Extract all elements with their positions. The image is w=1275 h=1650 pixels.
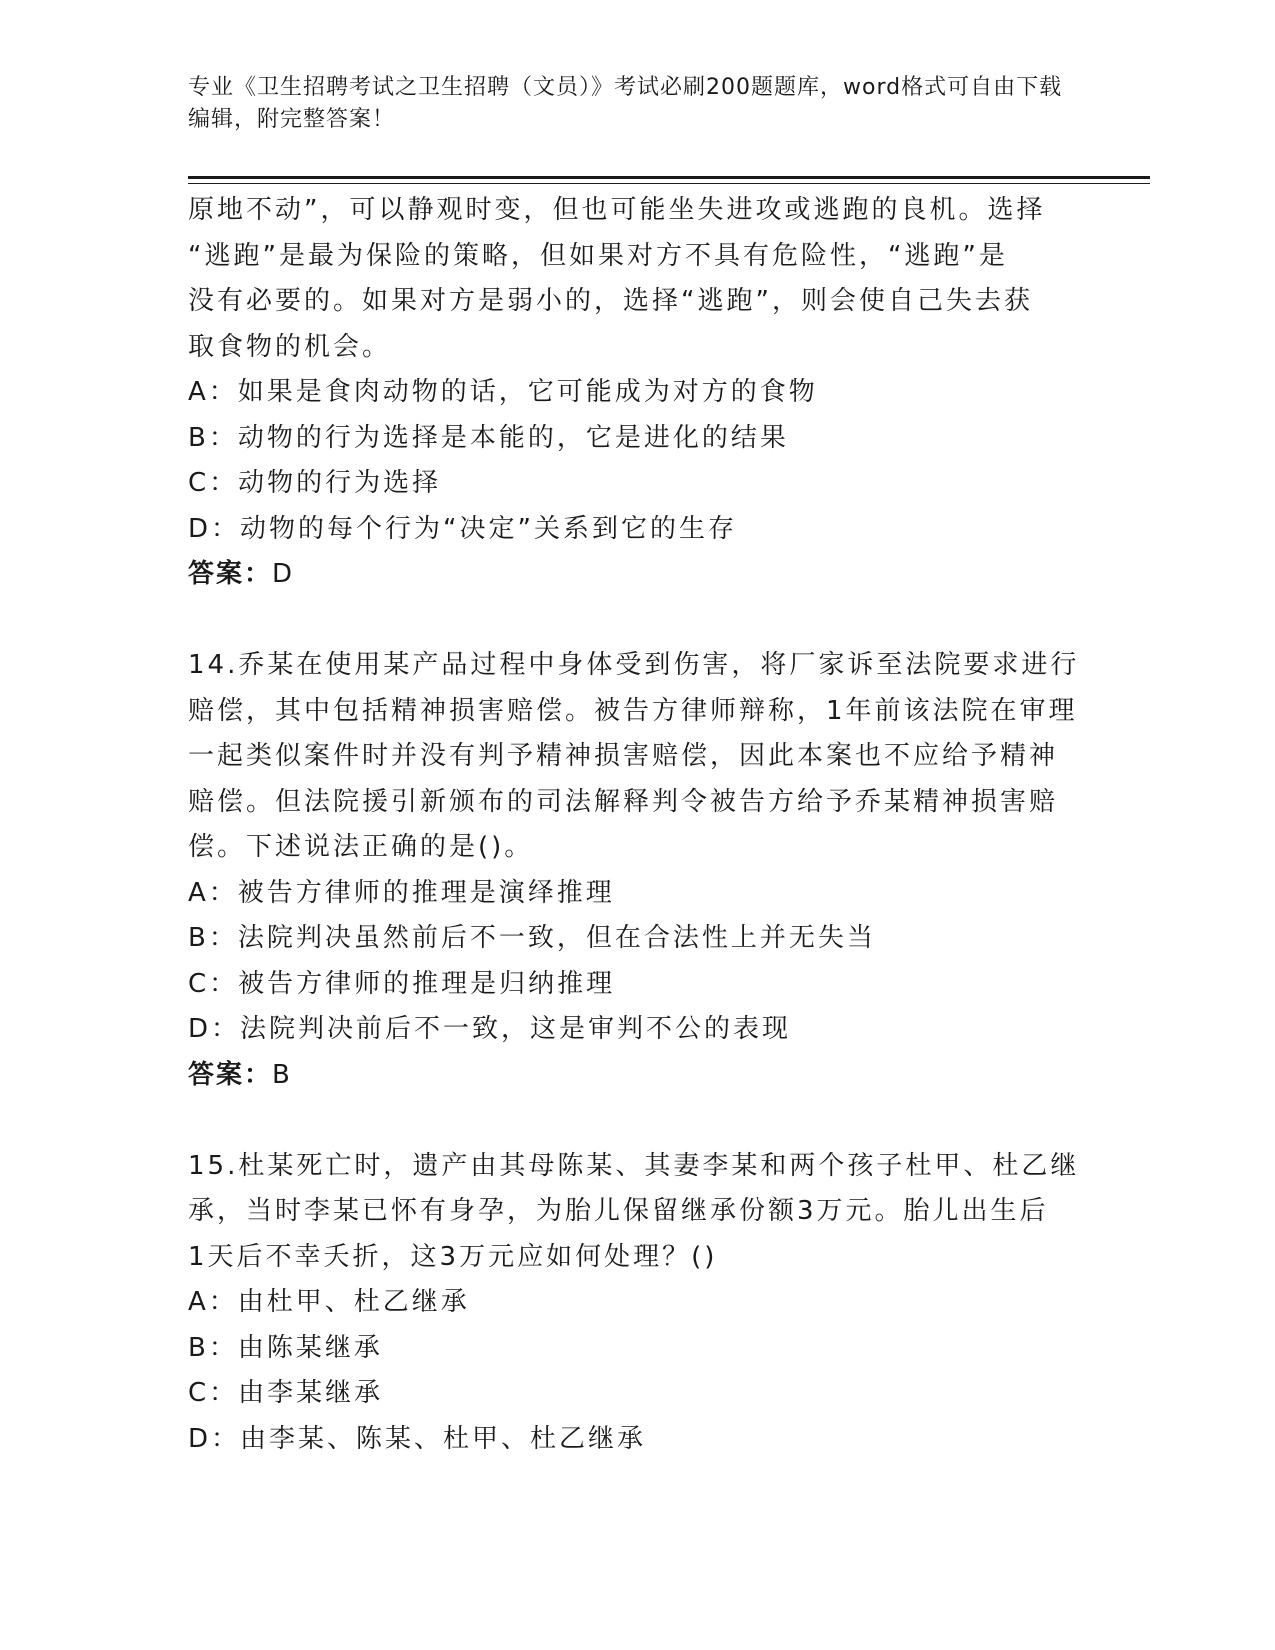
question-text-line: 偿。下述说法正确的是()。: [188, 832, 534, 862]
question-text-line: 承，当时李某已怀有身孕，为胎儿保留继承份额3万元。胎儿出生后: [188, 1196, 1049, 1226]
answer-line: [188, 1053, 1088, 1099]
option-b: B：法院判决虽然前后不一致，但在合法性上并无失当: [188, 923, 876, 953]
option-a: A：如果是食肉动物的话，它可能成为对方的食物: [188, 377, 818, 407]
option-c: C：由李某继承: [188, 1378, 384, 1408]
question-text-line: “逃跑”是最为保险的策略，但如果对方不具有危险性，“逃跑”是: [188, 240, 1008, 271]
question-text-line: 取食物的机会。: [188, 331, 392, 362]
question-text-line: 一起类似案件时并没有判予精神损害赔偿，因此本案也不应给予精神: [188, 741, 1059, 771]
option-a: A：被告方律师的推理是演绎推理: [188, 877, 615, 908]
answer-value: D: [272, 559, 295, 589]
option-a: A：由杜甲、杜乙继承: [188, 1287, 470, 1317]
option-d: D：由李某、陈某、杜甲、杜乙继承: [188, 1423, 647, 1454]
spacer: [188, 598, 1088, 644]
option-d: D：法院判决前后不一致，这是审判不公的表现: [188, 1014, 792, 1044]
option-c: C：被告方律师的推理是归纳推理: [188, 968, 616, 999]
question-13-continuation: [188, 188, 1088, 598]
option-d: D：动物的每个行为“决定”关系到它的生存: [188, 513, 737, 544]
question-text-line: 赔偿。但法院援引新颁布的司法解释判令被告方给予乔某精神损害赔: [188, 786, 1059, 817]
document-body: [188, 188, 1088, 1462]
header-rule-thin: [188, 183, 1150, 184]
answer-value: B: [272, 1059, 292, 1090]
question-14: [188, 643, 1088, 1098]
question-text-line: 1天后不幸夭折，这3万元应如何处理？(): [188, 1241, 718, 1272]
question-text-line: 没有必要的。如果对方是弱小的，选择“逃跑”，则会使自己失去获: [188, 286, 1033, 316]
question-text-line: 赔偿，其中包括精神损害赔偿。被告方律师辩称，1年前该法院在审理: [188, 695, 1078, 726]
header-rule-thick: [188, 176, 1150, 179]
answer-label: 答案：: [188, 1059, 273, 1090]
question-15: [188, 1144, 1088, 1463]
question-text-line: 原地不动”，可以静观时变，但也可能坐失进攻或逃跑的良机。选择: [188, 195, 1046, 225]
question-text-line: 14.乔某在使用某产品过程中身体受到伤害，将厂家诉至法院要求进行: [188, 650, 1080, 680]
page-header: 专业《卫生招聘考试之卫生招聘（文员）》考试必刷200题题库，word格式可自由下载编辑，附完整答案！: [188, 75, 1063, 132]
question-text-line: 15.杜某死亡时，遗产由其母陈某、其妻李某和两个孩子杜甲、杜乙继: [188, 1150, 1080, 1181]
spacer: [188, 1098, 1088, 1144]
option-c: C：动物的行为选择: [188, 468, 442, 498]
option-b: B：动物的行为选择是本能的，它是进化的结果: [188, 422, 789, 453]
answer-label: 答案：: [188, 559, 273, 589]
answer-line: [188, 552, 1088, 598]
option-b: B：由陈某继承: [188, 1332, 383, 1363]
